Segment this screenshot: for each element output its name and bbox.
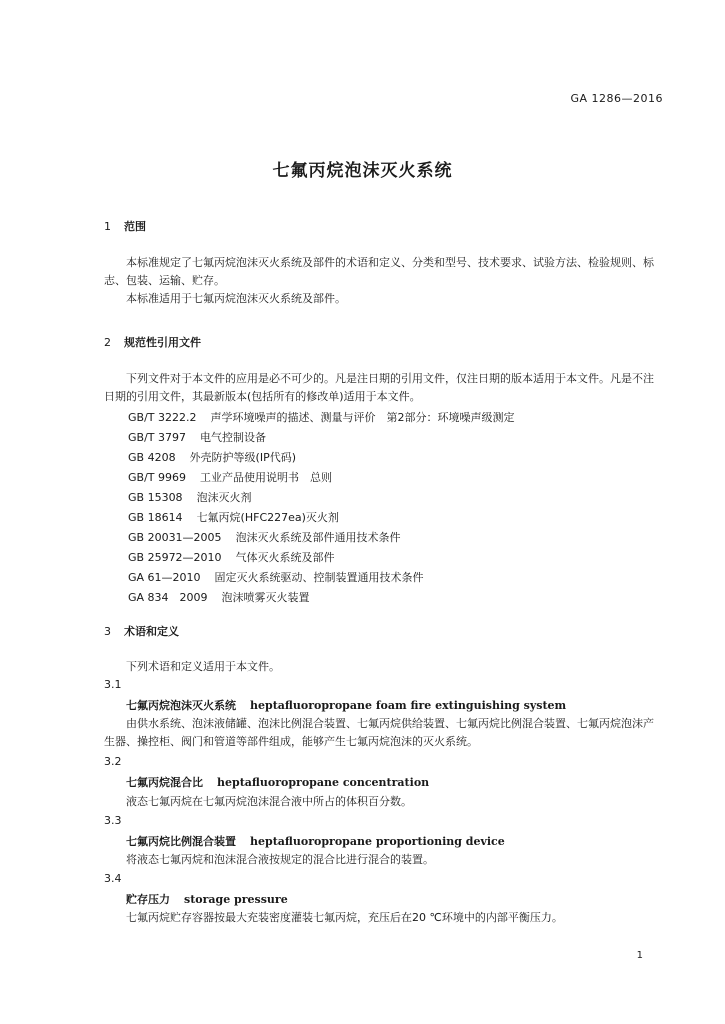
term-en: heptafluoropropane foam fire extinguishing system — [250, 699, 567, 712]
reference-item — [128, 429, 266, 445]
section-1-paragraph-2: 本标准适用于七氟丙烷泡沫灭火系统及部件。 — [126, 292, 346, 305]
reference-code: GB 18614 — [128, 511, 183, 524]
reference-item — [128, 569, 424, 585]
reference-code: GA 834 2009 — [128, 591, 208, 604]
term-number: 3.4 — [104, 872, 122, 885]
reference-item — [128, 529, 401, 545]
section-title: 术语和定义 — [124, 625, 179, 638]
reference-item — [128, 489, 252, 505]
term-en: storage pressure — [184, 893, 288, 906]
reference-item — [128, 449, 296, 465]
reference-item — [128, 549, 335, 565]
term-en: heptafluoropropane proportioning device — [250, 835, 505, 848]
reference-name: 电气控制设备 — [200, 431, 266, 444]
section-2-intro: 下列文件对于本文件的应用是必不可少的。凡是注日期的引用文件，仅注日期的版本适用于本文件。凡是不注日期的引用文件，其最新版本(包括所有的修改单)适用于本文件。 — [104, 372, 654, 403]
reference-code: GB/T 3222.2 — [128, 411, 197, 424]
term-definition: 液态七氟丙烷在七氟丙烷泡沫混合液中所占的体积百分数。 — [126, 795, 412, 808]
reference-name: 泡沫灭火剂 — [196, 491, 252, 504]
term-number: 3.1 — [104, 678, 122, 691]
term-heading — [126, 833, 505, 849]
term-cn: 七氟丙烷泡沫灭火系统 — [126, 699, 236, 712]
reference-name: 固定灭火系统驱动、控制装置通用技术条件 — [214, 571, 424, 584]
term-cn: 七氟丙烷混合比 — [126, 776, 203, 789]
term-number: 3.2 — [104, 755, 122, 768]
term-en: heptafluoropropane concentration — [217, 776, 430, 789]
section-number: 3 — [104, 625, 111, 638]
section-number: 2 — [104, 336, 111, 349]
reference-name: 泡沫灭火系统及部件通用技术条件 — [235, 531, 401, 544]
term-cn: 贮存压力 — [126, 893, 170, 906]
reference-name: 七氟丙烷(HFC227ea)灭火剂 — [196, 511, 339, 524]
term-heading — [126, 697, 566, 713]
reference-name: 泡沫喷雾灭火装置 — [221, 591, 310, 604]
reference-code: GB 20031—2005 — [128, 531, 222, 544]
term-heading — [126, 774, 429, 790]
term-definition: 将液态七氟丙烷和泡沫混合液按规定的混合比进行混合的装置。 — [126, 853, 434, 866]
section-3-intro: 下列术语和定义适用于本文件。 — [126, 660, 280, 673]
reference-name: 外壳防护等级(IP代码) — [189, 451, 297, 464]
section-1-heading — [104, 218, 146, 234]
reference-item — [128, 589, 310, 605]
reference-code: GB 4208 — [128, 451, 176, 464]
section-1-paragraph-1: 本标准规定了七氟丙烷泡沫灭火系统及部件的术语和定义、分类和型号、技术要求、试验方法、检验规则、标志、包装、运输、贮存。 — [104, 256, 654, 287]
reference-code: GB 15308 — [128, 491, 183, 504]
page-number: 1 — [636, 950, 643, 961]
reference-item — [128, 509, 339, 525]
section-2-heading — [104, 334, 201, 350]
reference-code: GB 25972—2010 — [128, 551, 222, 564]
term-heading — [126, 891, 288, 907]
reference-code: GB/T 3797 — [128, 431, 186, 444]
section-title: 范围 — [124, 220, 146, 233]
term-number: 3.3 — [104, 814, 122, 827]
section-title: 规范性引用文件 — [124, 336, 201, 349]
section-number: 1 — [104, 220, 111, 233]
reference-code: GA 61—2010 — [128, 571, 201, 584]
standard-code: GA 1286—2016 — [570, 92, 663, 105]
term-definition: 由供水系统、泡沫液储罐、泡沫比例混合装置、七氟丙烷供给装置、七氟丙烷比例混合装置、七氟丙烷泡沫产生器、操控柜、阀门和管道等部件组成，能够产生七氟丙烷泡沫的灭火系统。 — [104, 717, 654, 748]
reference-code: GB/T 9969 — [128, 471, 186, 484]
reference-name: 气体灭火系统及部件 — [235, 551, 335, 564]
reference-name: 工业产品使用说明书 总则 — [200, 471, 332, 484]
term-definition: 七氟丙烷贮存容器按最大充装密度灌装七氟丙烷，充压后在20 ℃环境中的内部平衡压力。 — [126, 911, 563, 924]
reference-item — [128, 409, 514, 425]
reference-name: 声学环境噪声的描述、测量与评价 第2部分：环境噪声级测定 — [210, 411, 515, 424]
section-3-heading — [104, 623, 179, 639]
reference-item — [128, 469, 332, 485]
term-cn: 七氟丙烷比例混合装置 — [126, 835, 236, 848]
document-title: 七氟丙烷泡沫灭火系统 — [272, 161, 453, 181]
